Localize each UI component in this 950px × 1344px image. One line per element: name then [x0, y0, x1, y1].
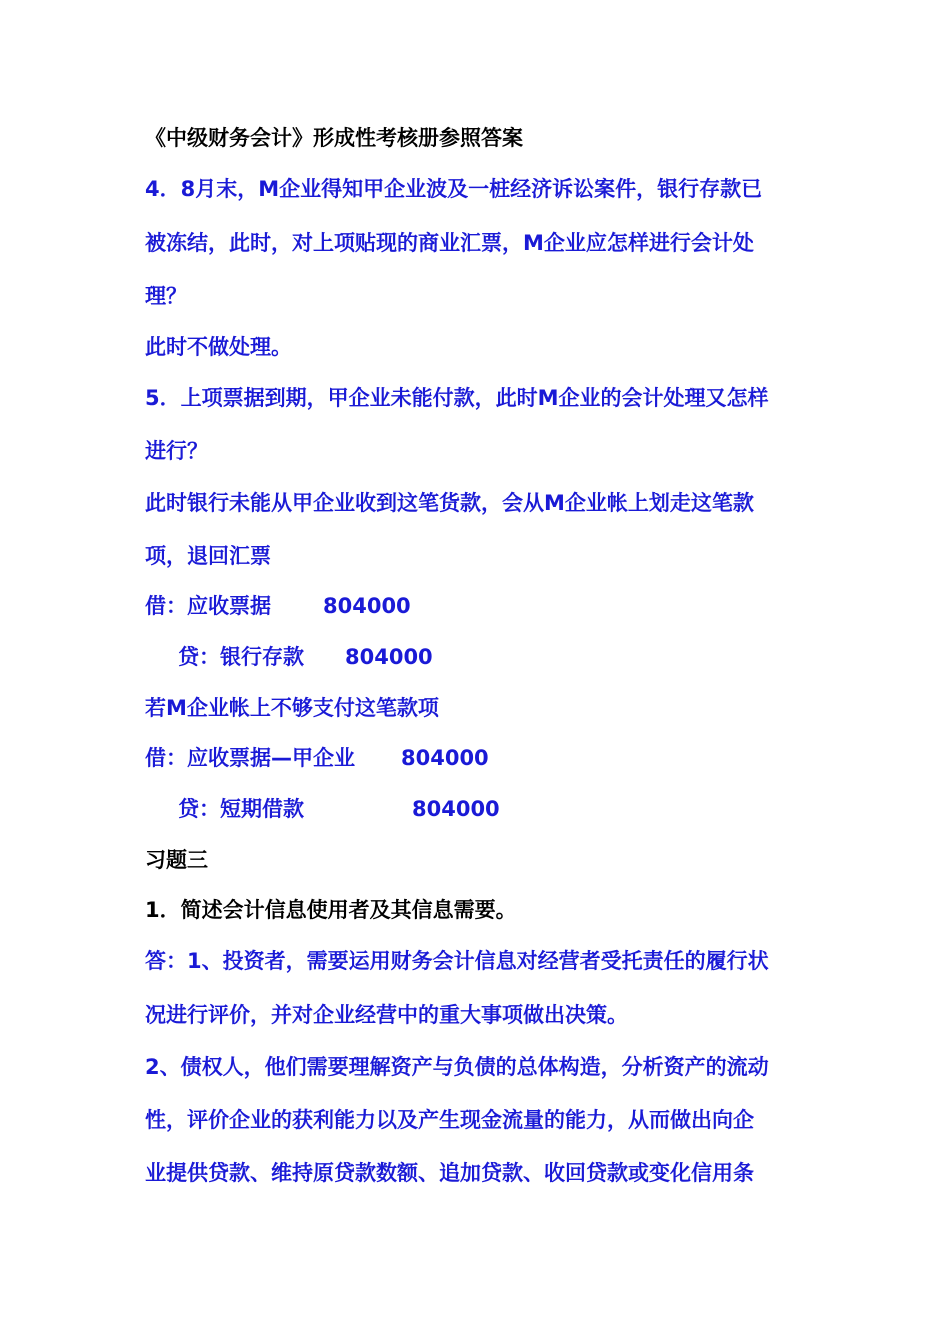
section-heading: 习题三 — [145, 848, 208, 872]
document-title: 《中级财务会计》形成性考核册参照答案 — [145, 126, 523, 150]
entry-1-debit-label: 借：应收票据 — [145, 594, 271, 618]
answer-5-line-2: 项，退回汇票 — [145, 544, 271, 568]
entry-1-credit-label: 贷：银行存款 — [178, 645, 304, 669]
entry-2-debit — [145, 745, 489, 771]
answer-line-1: 答：1、投资者，需要运用财务会计信息对经营者受托责任的履行状 — [145, 949, 769, 973]
answer-5-line-1: 此时银行未能从甲企业收到这笔货款，会从M企业帐上划走这笔款 — [145, 491, 754, 515]
entry-2-debit-label: 借：应收票据—甲企业 — [145, 746, 355, 770]
insufficient-funds-note: 若M企业帐上不够支付这笔款项 — [145, 696, 439, 720]
exercise-question-1: 1．简述会计信息使用者及其信息需要。 — [145, 898, 517, 922]
question-4-line-2: 被冻结，此时，对上项贴现的商业汇票，M企业应怎样进行会计处 — [145, 231, 754, 255]
entry-1-credit — [178, 644, 433, 670]
question-5-line-1: 5．上项票据到期，甲企业未能付款，此时M企业的会计处理又怎样 — [145, 386, 769, 410]
entry-2-debit-amount: 804000 — [401, 746, 489, 770]
entry-2-credit — [178, 796, 500, 822]
answer-line-4: 性，评价企业的获利能力以及产生现金流量的能力，从而做出向企 — [145, 1108, 754, 1132]
question-4-line-3: 理？ — [145, 284, 187, 308]
answer-4: 此时不做处理。 — [145, 335, 292, 359]
answer-line-3: 2、债权人，他们需要理解资产与负债的总体构造，分析资产的流动 — [145, 1055, 769, 1079]
question-5-line-2: 进行？ — [145, 439, 208, 463]
entry-1-debit — [145, 593, 411, 619]
entry-2-credit-label: 贷：短期借款 — [178, 797, 304, 821]
entry-1-credit-amount: 804000 — [345, 645, 433, 669]
answer-line-2: 况进行评价，并对企业经营中的重大事项做出决策。 — [145, 1003, 628, 1027]
entry-2-credit-amount: 804000 — [412, 797, 500, 821]
question-4-line-1: 4．8月末，M企业得知甲企业波及一桩经济诉讼案件，银行存款已 — [145, 177, 763, 201]
entry-1-debit-amount: 804000 — [323, 594, 411, 618]
answer-line-5: 业提供贷款、维持原贷款数额、追加贷款、收回贷款或变化信用条 — [145, 1161, 754, 1185]
